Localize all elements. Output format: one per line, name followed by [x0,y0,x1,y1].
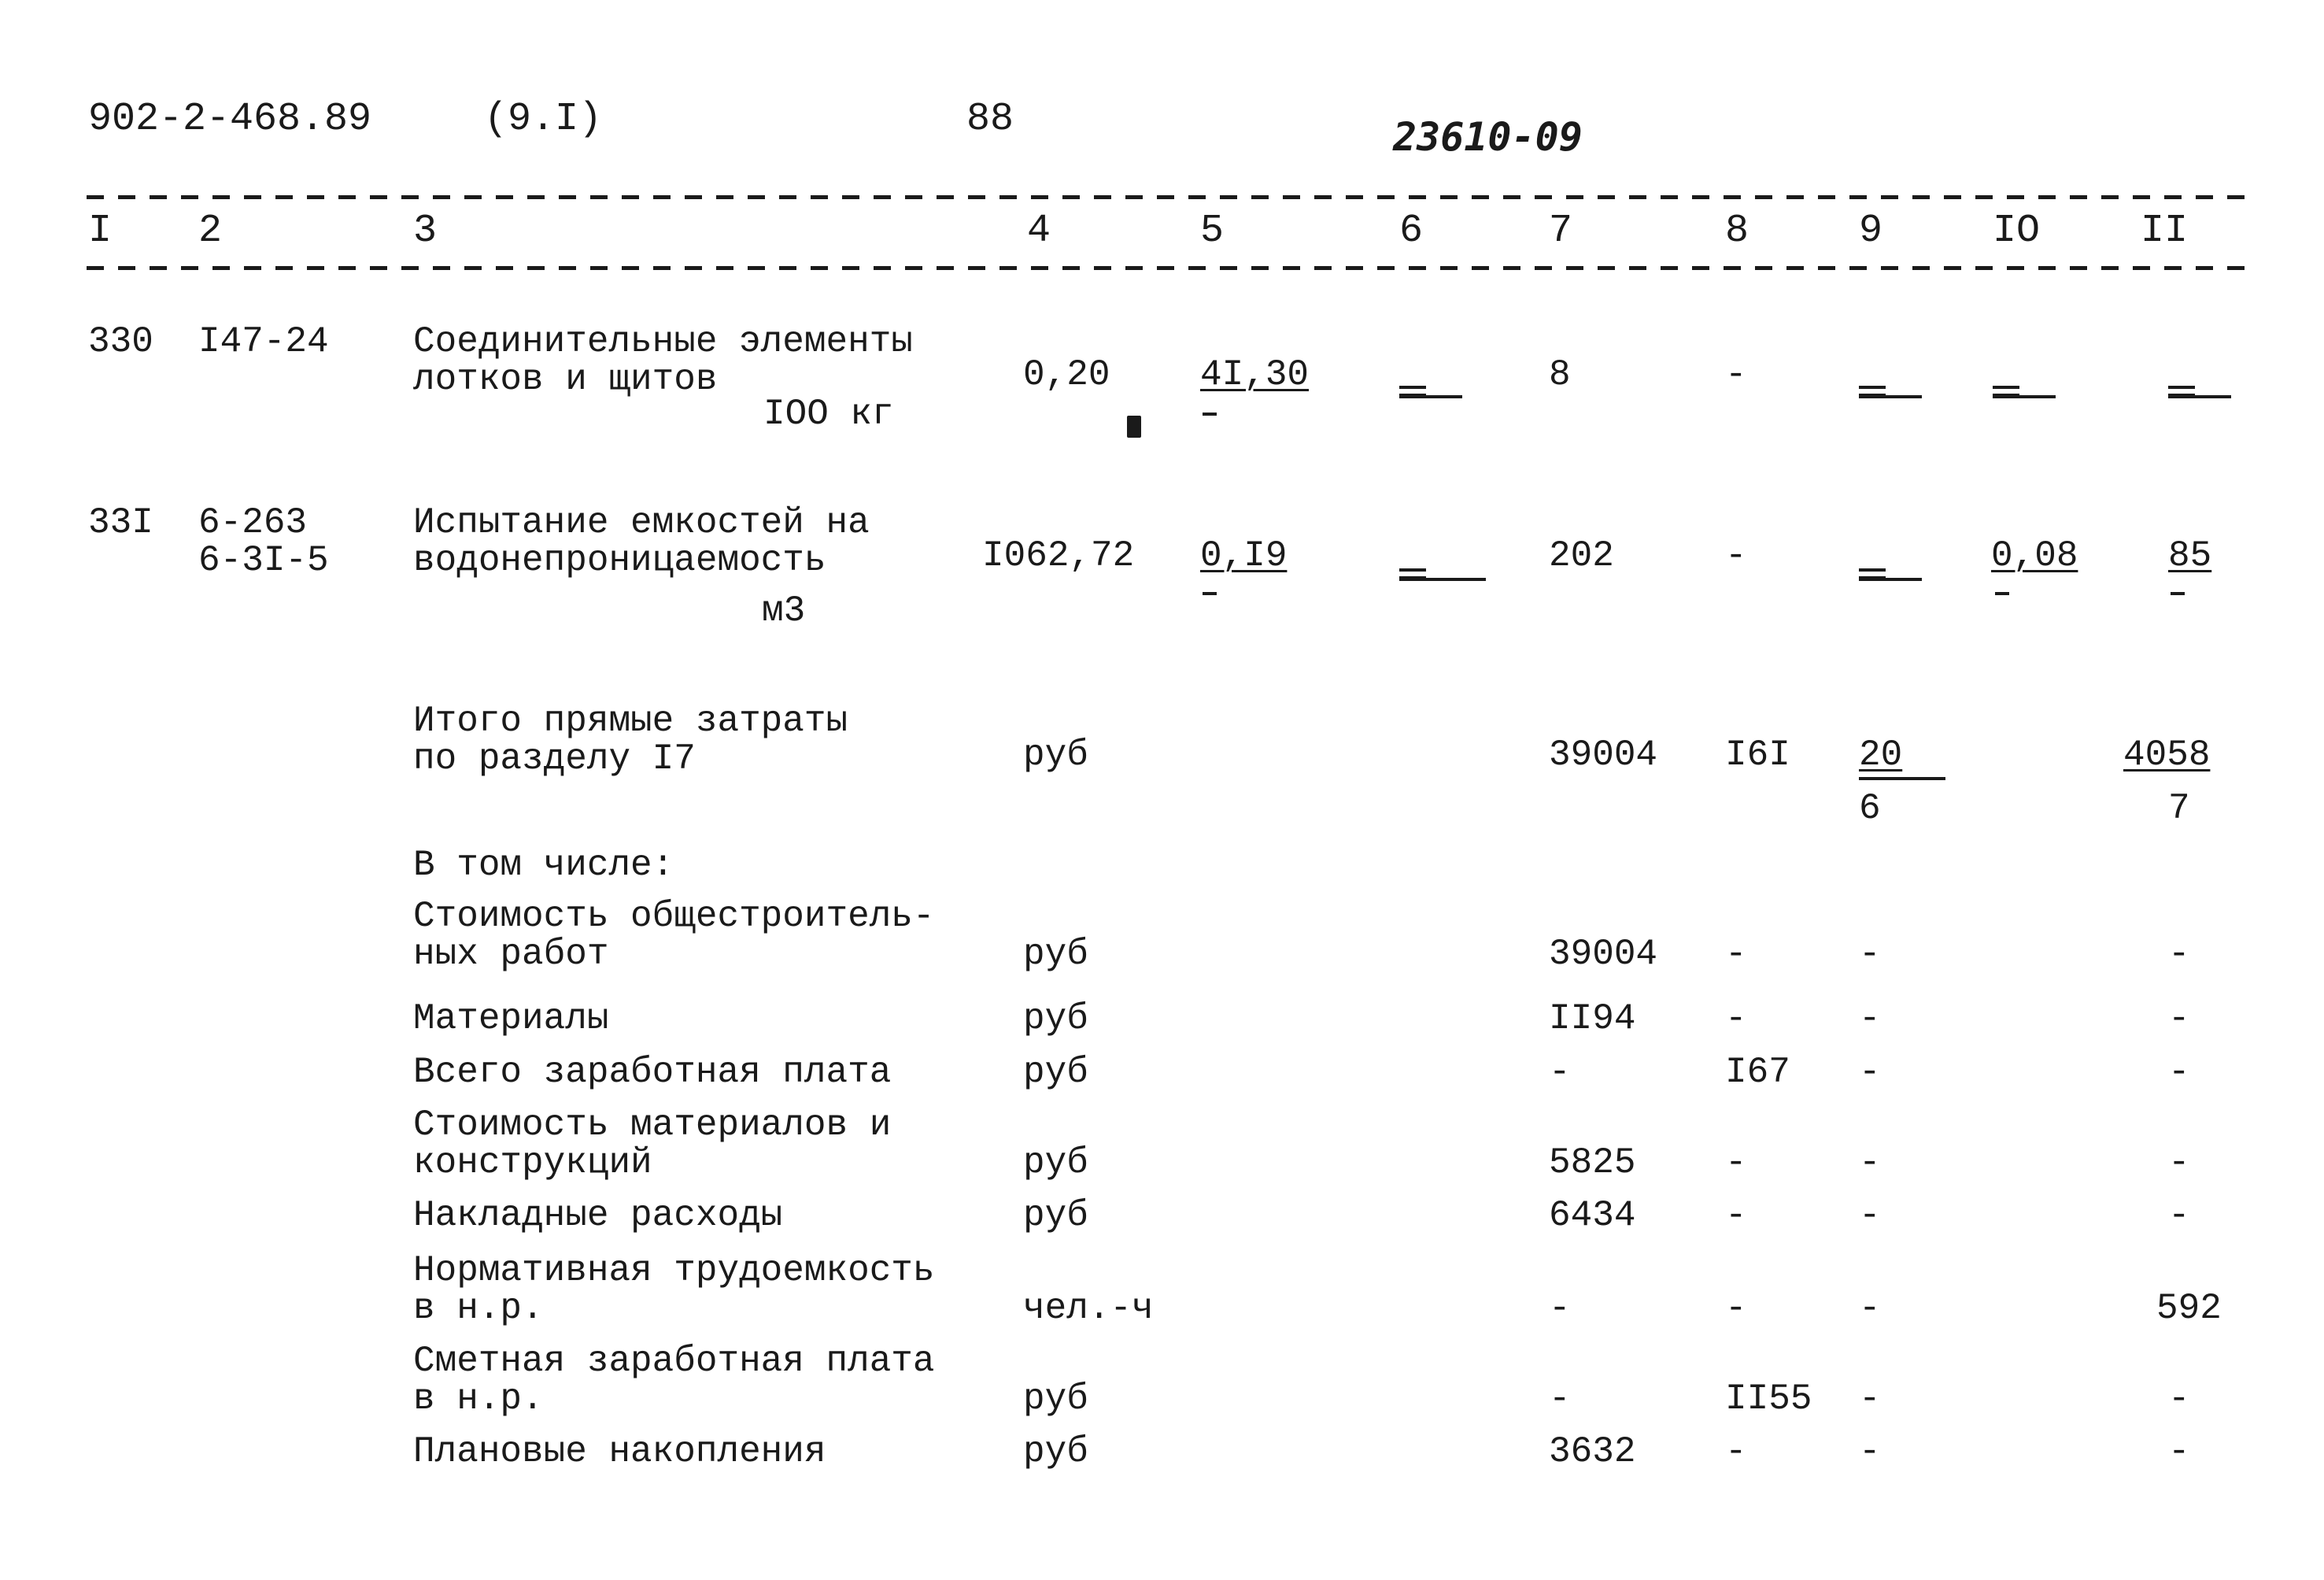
breakdown-row-col8: I67 [1725,1052,1790,1093]
breakdown-row-label: Всего заработная плата [413,1052,892,1093]
breakdown-row-label: Стоимость общестроитель- ных работ [413,896,935,975]
table-row-col8: - [1725,535,1747,576]
breakdown-row-col9: - [1859,1052,1881,1093]
fraction-bar-col10 [1993,395,2056,398]
breakdown-row-col9: - [1859,1142,1881,1183]
totals-col11-denominator: 7 [2168,788,2190,829]
breakdown-row-col8: - [1725,998,1747,1039]
breakdown-row-cost: - [1549,1288,1571,1329]
breakdown-row-cost: 6434 [1549,1195,1636,1236]
breakdown-row-col8: - [1725,1195,1747,1236]
fraction-denominator-dash [2171,592,2185,595]
breakdown-row-label: Нормативная трудоемкость в н.р. [413,1250,935,1329]
breakdown-row-unit: руб [1023,934,1088,975]
table-row-norm-code: 6-263 6-3I-5 [198,502,329,581]
totals-col9-numerator: 20 [1859,734,1903,775]
column-header-1: I [88,209,113,253]
breakdown-row-col9: - [1859,998,1881,1039]
table-row-quantity: 0,20 [1023,354,1110,395]
breakdown-row-col8: - [1725,1288,1747,1329]
ink-blot [1127,416,1141,438]
breakdown-row-col11: - [2168,1431,2190,1472]
breakdown-row-col11: - [2168,1378,2190,1419]
totals-label: Итого прямые затраты по разделу I7 [413,701,848,779]
column-header-5: 5 [1200,209,1225,253]
fraction-bar-col6 [1399,578,1486,581]
breakdown-row-col11: - [2168,1195,2190,1236]
archive-stamp-number: 23610-09 [1393,114,1583,160]
column-header-7: 7 [1549,209,1573,253]
totals-col8: I6I [1725,734,1790,775]
breakdown-row-unit: чел.-ч [1023,1288,1154,1329]
table-row-position: 33I [88,502,153,543]
fraction-bar-col9 [1859,395,1922,398]
breakdown-row-col8: - [1725,1431,1747,1472]
fraction-bar-col6 [1399,395,1462,398]
breakdown-row-col8: - [1725,934,1747,975]
totals-col9-denominator: 6 [1859,788,1881,829]
breakdown-row-unit: руб [1023,1052,1088,1093]
table-row-col8: - [1725,354,1747,395]
breakdown-row-cost: 3632 [1549,1431,1636,1472]
breakdown-row-unit: руб [1023,1378,1088,1419]
table-row-quantity: I062,72 [982,535,1135,576]
table-row-unit: м3 [762,590,806,631]
breakdown-row-col9: - [1859,1288,1881,1329]
column-header-11: II [2141,209,2189,253]
breakdown-row-col9: - [1859,934,1881,975]
breakdown-row-col11: - [2168,1142,2190,1183]
breakdown-row-col11: - [2168,1052,2190,1093]
column-header-8: 8 [1725,209,1749,253]
breakdown-row-col9: - [1859,1195,1881,1236]
breakdown-row-col11: 592 [2156,1288,2222,1329]
breakdown-row-col9: - [1859,1431,1881,1472]
breakdown-row-cost: II94 [1549,998,1636,1039]
fraction-bar-col9 [1859,578,1922,581]
table-row-unit: IOO кг [763,394,894,435]
totals-cost: 39004 [1549,734,1658,775]
breakdown-row-unit: руб [1023,1142,1088,1183]
breakdown-row-unit: руб [1023,998,1088,1039]
column-header-10: IO [1993,209,2041,253]
breakdown-row-cost: - [1549,1378,1571,1419]
section-number: (9.I) [484,97,603,142]
breakdown-row-label: Материалы [413,998,609,1039]
breakdown-row-unit: руб [1023,1431,1088,1472]
breakdown-row-cost: 39004 [1549,934,1658,975]
fraction-denominator-dash [1203,413,1217,416]
column-header-6: 6 [1399,209,1424,253]
breakdown-row-col11: - [2168,934,2190,975]
header-top-rule [87,195,2259,199]
breakdown-row-cost: - [1549,1052,1571,1093]
table-row-unit-cost: 0,I9 [1200,535,1288,576]
table-row-norm-code: I47-24 [198,321,329,362]
breakdown-row-label: Сметная заработная плата в н.р. [413,1341,935,1419]
breakdown-row-col11: - [2168,998,2190,1039]
fraction-bar-col9 [1859,777,1945,780]
table-row-work-name: Соединительные элементы лотков и щитов [413,321,913,400]
totals-unit: руб [1023,734,1088,775]
document-code: 902-2-468.89 [88,97,372,142]
table-row-total-cost: 202 [1549,535,1614,576]
breakdown-row-col9: - [1859,1378,1881,1419]
table-row-total-cost: 8 [1549,354,1571,395]
table-row-col10: 0,08 [1991,535,2078,576]
table-row-position: 330 [88,321,153,362]
table-row-work-name: Испытание емкостей на водонепроницаемость [413,502,870,581]
fraction-denominator-dash [1203,592,1217,595]
fraction-bar-col11 [2168,395,2231,398]
table-row-col11: 85 [2168,535,2212,576]
table-row-unit-cost: 4I,30 [1200,354,1310,395]
breakdown-row-label: Плановые накопления [413,1431,826,1472]
header-bottom-rule [87,266,2259,270]
column-header-4: 4 [1027,209,1051,253]
including-label: В том числе: [413,845,674,886]
breakdown-row-label: Стоимость материалов и конструкций [413,1105,892,1183]
column-header-9: 9 [1859,209,1883,253]
breakdown-row-col8: II55 [1725,1378,1812,1419]
page-number: 88 [966,97,1014,142]
totals-col11-numerator: 4058 [2123,734,2211,775]
breakdown-row-cost: 5825 [1549,1142,1636,1183]
fraction-denominator-dash [1995,592,2009,595]
column-header-2: 2 [198,209,223,253]
breakdown-row-col8: - [1725,1142,1747,1183]
column-header-3: 3 [413,209,438,253]
breakdown-row-label: Накладные расходы [413,1195,783,1236]
breakdown-row-unit: руб [1023,1195,1088,1236]
